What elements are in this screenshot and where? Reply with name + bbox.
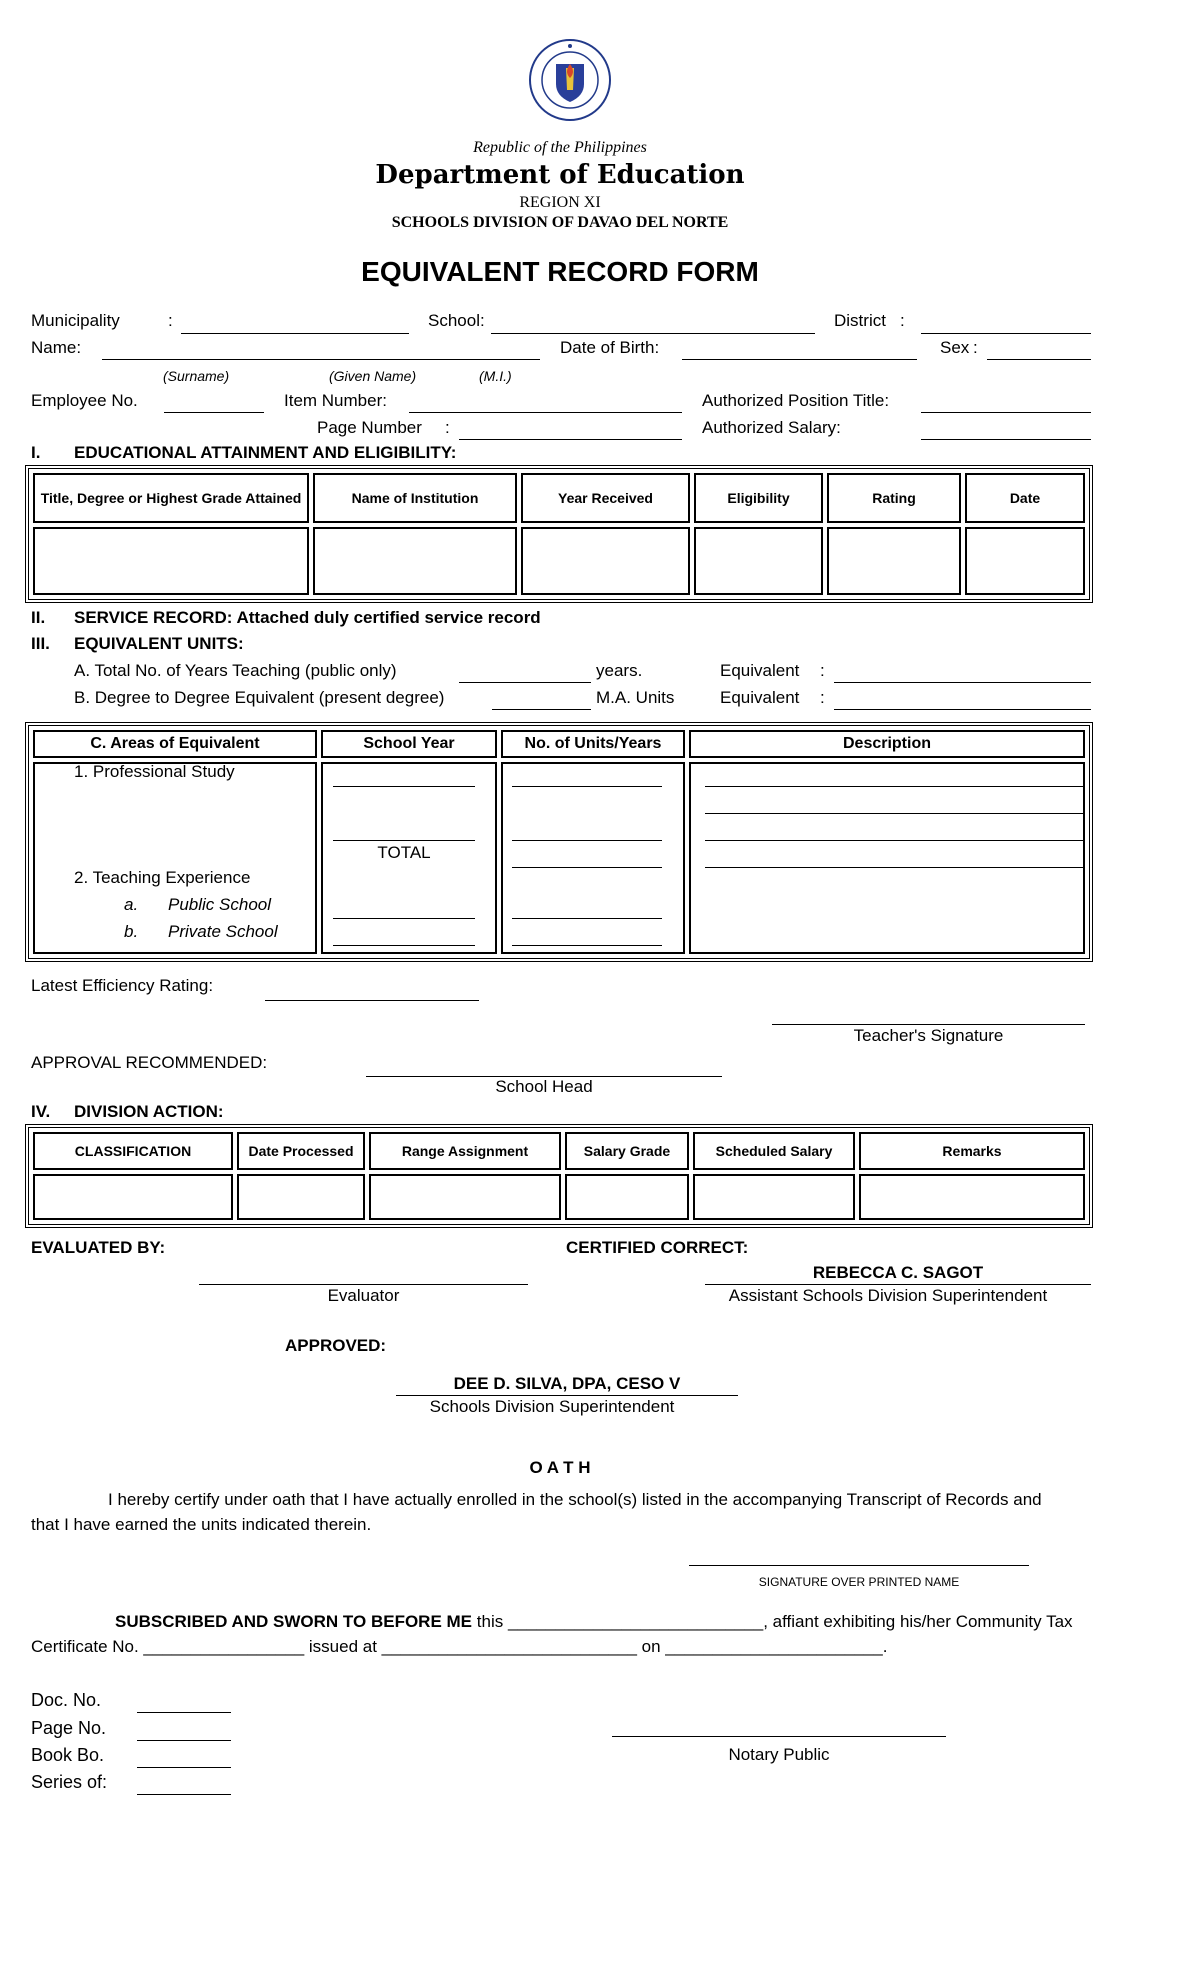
page-number-label: Page Number xyxy=(317,418,422,437)
education-table xyxy=(25,465,1093,603)
sworn-bold-text: SUBSCRIBED AND SWORN TO BEFORE ME xyxy=(115,1612,473,1631)
section-number: I. xyxy=(31,443,41,462)
name-field[interactable] xyxy=(102,359,540,360)
school-year-line[interactable] xyxy=(333,945,475,946)
division-input-cell[interactable] xyxy=(33,1174,233,1220)
notary-signature-line[interactable] xyxy=(612,1736,946,1737)
units-line[interactable] xyxy=(512,840,662,841)
district-label: District xyxy=(834,311,886,330)
colon: : xyxy=(445,418,450,437)
oath-text-line2: that I have earned the units indicated therein. xyxy=(31,1515,372,1534)
efficiency-rating-field[interactable] xyxy=(265,1000,479,1001)
municipality-field[interactable] xyxy=(181,333,409,334)
sworn-line1 xyxy=(115,1612,1073,1632)
oath-title: O A T H xyxy=(529,1458,591,1477)
sds-title: Schools Division Superintendent xyxy=(429,1397,675,1416)
page-no-field[interactable] xyxy=(137,1740,231,1741)
auth-position-field[interactable] xyxy=(921,412,1091,413)
division-input-cell[interactable] xyxy=(369,1174,561,1220)
oath-text-line1: I hereby certify under oath that I have actually enrolled in the school(s) listed in the accompanying Transcript of Records and xyxy=(108,1490,1042,1509)
description-line[interactable] xyxy=(705,786,1085,787)
approved-label: APPROVED: xyxy=(285,1336,387,1355)
doc-no-label: Doc. No. xyxy=(31,1690,102,1710)
sworn-rest-text: this ___________________________, affiant exhibiting his/her Community Tax xyxy=(476,1612,1073,1631)
private-letter: b. xyxy=(124,922,139,941)
teacher-signature-label: Teacher's Signature xyxy=(853,1026,1004,1045)
auth-salary-field[interactable] xyxy=(921,439,1091,440)
signature-over-name-label: SIGNATURE OVER PRINTED NAME xyxy=(758,1575,960,1589)
sds-signature-line[interactable] xyxy=(396,1395,738,1396)
education-input-cell[interactable] xyxy=(694,527,823,595)
evaluator-signature-line[interactable] xyxy=(199,1284,528,1285)
series-label: Series of: xyxy=(31,1772,108,1792)
colon: : xyxy=(900,311,905,330)
page-no-label: Page No. xyxy=(31,1718,107,1738)
description-line[interactable] xyxy=(705,813,1085,814)
section-number: II. xyxy=(31,608,46,627)
education-header-cell: Name of Institution xyxy=(313,473,517,523)
item-number-label: Item Number: xyxy=(284,391,387,410)
certified-correct-label: CERTIFIED CORRECT: xyxy=(566,1238,749,1257)
deped-seal xyxy=(528,38,612,122)
evaluated-by-label: EVALUATED BY: xyxy=(31,1238,166,1257)
division-input-cell[interactable] xyxy=(859,1174,1085,1220)
book-no-label: Book Bo. xyxy=(31,1745,105,1765)
years-label: years. xyxy=(596,661,643,680)
division-header-cell: Date Processed xyxy=(237,1132,365,1170)
auth-position-label: Authorized Position Title: xyxy=(702,391,890,410)
mi-hint: (M.I.) xyxy=(479,368,512,384)
areas-header-cell: No. of Units/Years xyxy=(501,730,685,758)
doc-no-field[interactable] xyxy=(137,1712,231,1713)
asds-title: Assistant Schools Division Superintendent xyxy=(728,1286,1048,1305)
professional-study-label: 1. Professional Study xyxy=(74,762,235,781)
republic-text: Republic of the Philippines xyxy=(473,139,647,156)
region-text: REGION XI xyxy=(519,194,601,211)
employee-no-label: Employee No. xyxy=(31,391,138,410)
division-header-cell: Salary Grade xyxy=(565,1132,689,1170)
evaluator-label: Evaluator xyxy=(327,1286,400,1305)
efficiency-rating-label: Latest Efficiency Rating: xyxy=(31,976,214,995)
education-input-cell[interactable] xyxy=(313,527,517,595)
years-teaching-field[interactable] xyxy=(459,682,591,683)
education-input-cell[interactable] xyxy=(965,527,1085,595)
division-input-cell[interactable] xyxy=(237,1174,365,1220)
series-field[interactable] xyxy=(137,1794,231,1795)
units-line[interactable] xyxy=(512,945,662,946)
form-title: EQUIVALENT RECORD FORM xyxy=(361,256,759,287)
division-text: SCHOOLS DIVISION OF DAVAO DEL NORTE xyxy=(391,214,729,231)
notary-public-label: Notary Public xyxy=(728,1745,830,1764)
colon: : xyxy=(168,311,173,330)
colon: : xyxy=(820,688,825,707)
page-number-field[interactable] xyxy=(459,439,682,440)
areas-header-cell: Description xyxy=(689,730,1085,758)
section-number: IV. xyxy=(31,1102,51,1121)
total-label: TOTAL xyxy=(377,843,431,862)
degree-equivalent-label: B. Degree to Degree Equivalent (present degree) xyxy=(74,688,445,707)
units-line[interactable] xyxy=(512,867,662,868)
surname-hint: (Surname) xyxy=(163,368,230,384)
colon: : xyxy=(820,661,825,680)
education-header-cell: Eligibility xyxy=(694,473,823,523)
description-line[interactable] xyxy=(705,867,1085,868)
school-label: School: xyxy=(428,311,485,330)
equivalent-label: Equivalent xyxy=(720,688,800,707)
school-year-line[interactable] xyxy=(333,918,475,919)
description-cell[interactable] xyxy=(689,762,1085,954)
sds-name: DEE D. SILVA, DPA, CESO V xyxy=(453,1374,681,1393)
section-title: DIVISION ACTION: xyxy=(74,1102,224,1121)
public-letter: a. xyxy=(124,895,139,914)
equivalent-b-field[interactable] xyxy=(834,709,1091,710)
division-header-cell: Remarks xyxy=(859,1132,1085,1170)
education-header-cell: Title, Degree or Highest Grade Attained xyxy=(33,473,309,523)
auth-salary-label: Authorized Salary: xyxy=(702,418,841,437)
sex-field[interactable] xyxy=(987,359,1091,360)
employee-no-field[interactable] xyxy=(164,412,264,413)
education-header-cell: Date xyxy=(965,473,1085,523)
sworn-line2: Certificate No. _________________ issued at ___________________________ on _______________________. xyxy=(31,1637,888,1656)
district-field[interactable] xyxy=(921,333,1091,334)
asds-signature-line[interactable] xyxy=(705,1284,1091,1285)
section-title: EDUCATIONAL ATTAINMENT AND ELIGIBILITY: xyxy=(74,443,457,462)
school-year-line[interactable] xyxy=(333,840,475,841)
teaching-experience-label: 2. Teaching Experience xyxy=(74,868,251,887)
division-input-cell[interactable] xyxy=(693,1174,855,1220)
education-input-cell[interactable] xyxy=(827,527,961,595)
division-header-cell: Range Assignment xyxy=(369,1132,561,1170)
public-school-label: Public School xyxy=(168,895,272,914)
item-number-field[interactable] xyxy=(409,412,682,413)
approval-recommended-label: APPROVAL RECOMMENDED: xyxy=(31,1053,268,1072)
dob-field[interactable] xyxy=(682,359,917,360)
education-input-cell[interactable] xyxy=(33,527,309,595)
given-name-hint: (Given Name) xyxy=(329,368,417,384)
school-year-line[interactable] xyxy=(333,786,475,787)
asds-name: REBECCA C. SAGOT xyxy=(812,1263,984,1282)
units-line[interactable] xyxy=(512,918,662,919)
private-school-label: Private School xyxy=(168,922,278,941)
education-input-cell[interactable] xyxy=(521,527,690,595)
degree-equivalent-field[interactable] xyxy=(492,709,591,710)
equivalent-label: Equivalent xyxy=(720,661,800,680)
name-label: Name: xyxy=(31,338,82,357)
division-action-table xyxy=(25,1124,1093,1228)
education-header-cell: Year Received xyxy=(521,473,690,523)
municipality-label: Municipality xyxy=(31,311,120,330)
colon: : xyxy=(973,338,978,357)
units-cell[interactable] xyxy=(501,762,685,954)
school-head-label: School Head xyxy=(495,1077,593,1096)
teacher-signature-line[interactable] xyxy=(772,1024,1085,1025)
equivalent-a-field[interactable] xyxy=(834,682,1091,683)
areas-header-cell: C. Areas of Equivalent xyxy=(33,730,317,758)
section-title: EQUIVALENT UNITS: xyxy=(74,634,244,653)
book-no-field[interactable] xyxy=(137,1767,231,1768)
section-number: III. xyxy=(31,634,50,653)
section-title: SERVICE RECORD: Attached duly certified service record xyxy=(74,608,541,627)
years-teaching-label: A. Total No. of Years Teaching (public only) xyxy=(74,661,397,680)
division-input-cell[interactable] xyxy=(565,1174,689,1220)
dob-label: Date of Birth: xyxy=(560,338,660,357)
division-header-cell: Scheduled Salary xyxy=(693,1132,855,1170)
areas-header-cell: School Year xyxy=(321,730,497,758)
school-field[interactable] xyxy=(491,333,815,334)
units-line[interactable] xyxy=(512,786,662,787)
division-header-cell: CLASSIFICATION xyxy=(33,1132,233,1170)
oath-signature-line[interactable] xyxy=(689,1565,1029,1566)
description-line[interactable] xyxy=(705,840,1085,841)
ma-units-label: M.A. Units xyxy=(596,688,675,707)
sex-label: Sex xyxy=(940,338,970,357)
education-header-cell: Rating xyxy=(827,473,961,523)
department-title: Department of Education xyxy=(375,160,745,190)
